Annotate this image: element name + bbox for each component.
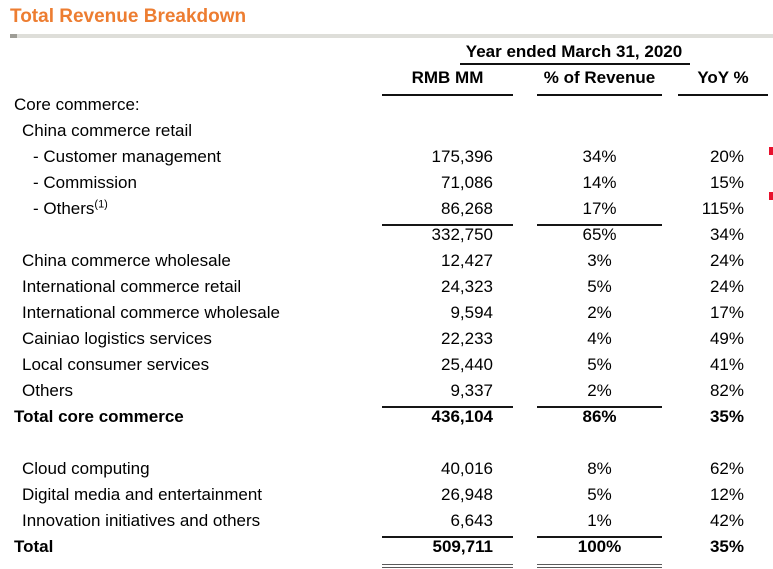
rmb-value: 22,233 — [441, 329, 493, 348]
table-row — [14, 118, 768, 144]
table-row — [14, 534, 768, 560]
table-row — [14, 352, 768, 378]
yoy-value: 41% — [709, 355, 744, 374]
rmb-value — [382, 118, 513, 144]
pct-of-revenue-value: 5% — [587, 277, 612, 296]
pct-of-revenue-value: 86% — [582, 407, 617, 426]
pct-of-revenue-value: 14% — [582, 173, 617, 192]
rmb-value: 12,427 — [441, 251, 493, 270]
row-label: Total — [14, 537, 54, 556]
row-label: - Customer management — [33, 147, 222, 166]
yoy-value: 82% — [709, 381, 744, 400]
row-label: Local consumer services — [22, 355, 210, 374]
row-label: Innovation initiatives and others — [22, 511, 261, 530]
yoy-value: 42% — [709, 511, 744, 530]
rmb-value: 175,396 — [431, 147, 493, 166]
table-body — [14, 92, 768, 560]
table-row — [14, 326, 768, 352]
table-row — [14, 92, 768, 118]
period-header-row — [14, 40, 768, 64]
pct-of-revenue-value: 2% — [587, 303, 612, 322]
rmb-value — [382, 92, 513, 118]
pct-of-revenue-value: 2% — [537, 378, 662, 408]
rmb-value: 24,323 — [441, 277, 493, 296]
column-header-spacer — [14, 64, 382, 94]
yoy-value — [678, 118, 768, 144]
yoy-value: 35% — [709, 537, 744, 556]
pct-of-revenue-value: 5% — [587, 485, 612, 504]
yoy-value: 24% — [709, 251, 744, 270]
rmb-value: 6,643 — [382, 508, 513, 538]
pct-of-revenue-value: 3% — [587, 251, 612, 270]
rmb-value: 9,337 — [382, 378, 513, 408]
row-label: Core commerce: — [14, 95, 140, 114]
table-row — [14, 508, 768, 534]
table-row — [14, 274, 768, 300]
page-title: Total Revenue Breakdown — [10, 6, 247, 27]
row-label: Digital media and entertainment — [22, 485, 263, 504]
red-annotation-mark — [769, 147, 773, 155]
table-row — [14, 196, 768, 222]
row-label: - Others$^{(1)}$ — [33, 198, 108, 218]
pct-of-revenue-value: 5% — [587, 355, 612, 374]
rmb-value: 86,268 — [382, 196, 513, 226]
column-header-row — [14, 64, 768, 92]
row-label: Others — [22, 381, 74, 400]
period-header: Year ended March 31, 2020 — [460, 41, 690, 65]
table-row — [14, 144, 768, 170]
row-label: Cainiao logistics services — [22, 329, 212, 348]
table-row — [14, 222, 768, 248]
row-label: Total core commerce — [14, 407, 184, 426]
rmb-value: 71,086 — [441, 173, 493, 192]
yoy-value: 12% — [709, 485, 744, 504]
rmb-value: 25,440 — [441, 355, 493, 374]
rmb-value: 9,594 — [450, 303, 493, 322]
revenue-table — [14, 40, 768, 560]
column-header-rmb: RMB MM — [382, 64, 513, 96]
yoy-value: 62% — [709, 459, 744, 478]
yoy-value — [678, 92, 768, 118]
yoy-value: 49% — [709, 329, 744, 348]
rmb-value: 26,948 — [441, 485, 493, 504]
pct-of-revenue-value: 34% — [582, 147, 617, 166]
spacer-row — [14, 430, 768, 456]
column-header-pct-of-revenue: % of Revenue — [537, 64, 662, 96]
pct-of-revenue-value: 4% — [587, 329, 612, 348]
yoy-value: 24% — [709, 277, 744, 296]
yoy-value: 20% — [709, 147, 744, 166]
yoy-value: 34% — [709, 225, 744, 244]
pct-of-revenue-value: 100% — [537, 534, 662, 568]
rmb-value: 436,104 — [431, 407, 493, 426]
row-label: International commerce retail — [22, 277, 242, 296]
pct-of-revenue-value: 65% — [582, 225, 617, 244]
column-header-yoy: YoY % — [678, 64, 768, 96]
rmb-value: 332,750 — [431, 225, 493, 244]
table-row — [14, 404, 768, 430]
period-header-cell — [382, 40, 768, 65]
table-row — [14, 300, 768, 326]
table-row — [14, 170, 768, 196]
yoy-value: 115% — [701, 199, 744, 218]
row-label: China commerce wholesale — [22, 251, 231, 270]
footnote-ref: (1) — [94, 198, 108, 211]
row-label: China commerce retail — [22, 121, 193, 140]
table-row — [14, 482, 768, 508]
table-row — [14, 456, 768, 482]
row-label — [14, 222, 382, 248]
row-label: Cloud computing — [22, 459, 150, 478]
rmb-value: 509,711 — [382, 534, 513, 568]
pct-of-revenue-value — [537, 92, 662, 118]
pct-of-revenue-value: 17% — [537, 196, 662, 226]
rmb-value: 40,016 — [441, 459, 493, 478]
yoy-value: 35% — [709, 407, 744, 426]
pct-of-revenue-value — [537, 118, 662, 144]
row-label: International commerce wholesale — [22, 303, 280, 322]
pct-of-revenue-value: 1% — [537, 508, 662, 538]
yoy-value: 15% — [709, 173, 744, 192]
yoy-value: 17% — [709, 303, 744, 322]
table-row — [14, 248, 768, 274]
title-divider — [10, 34, 773, 38]
pct-of-revenue-value: 8% — [587, 459, 612, 478]
row-label: - Commission — [33, 173, 137, 192]
red-annotation-mark — [769, 192, 773, 200]
table-row — [14, 378, 768, 404]
